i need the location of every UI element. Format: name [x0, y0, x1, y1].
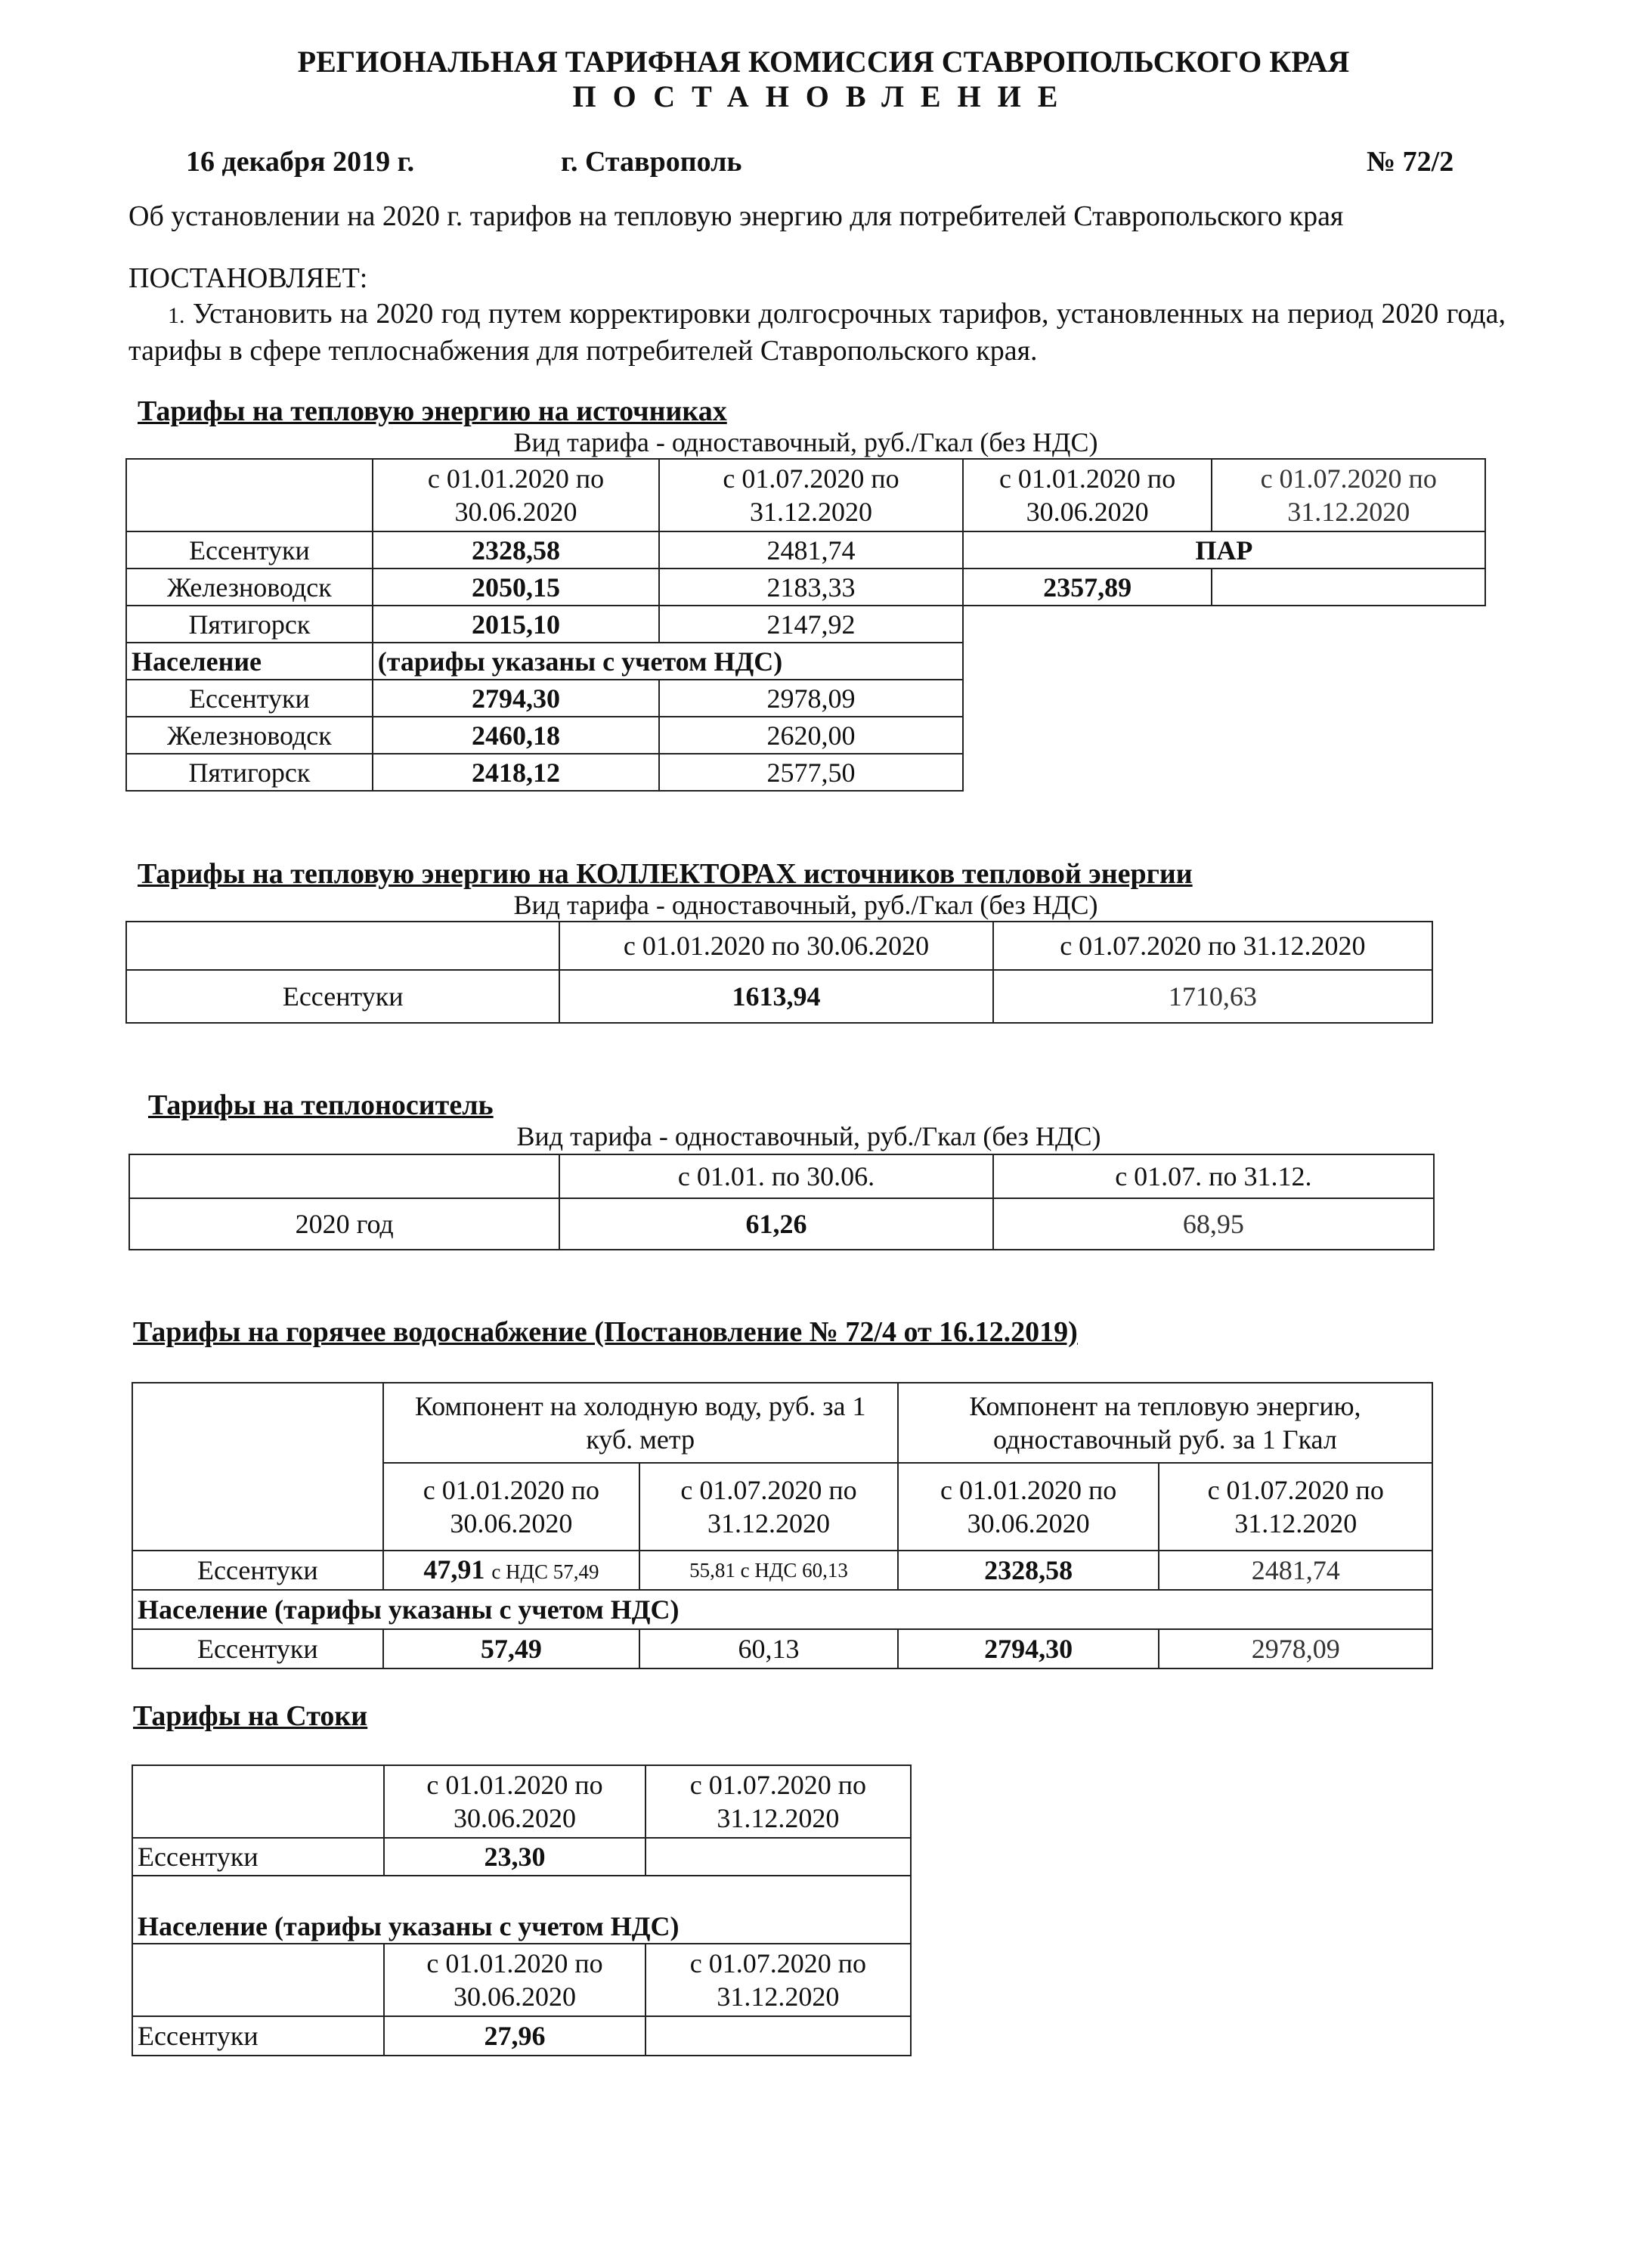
table-cell: 2978,09: [659, 680, 962, 717]
col-header: с 01.01.2020 по 30.06.2020: [384, 1765, 645, 1838]
item-1: [128, 296, 1506, 368]
row-city: Пятигорск: [126, 754, 373, 791]
table-cell: 23,30: [384, 1838, 645, 1876]
table-cell: [645, 2016, 911, 2056]
section-title-sewage: Тарифы на Стоки: [133, 1700, 368, 1732]
document-number: № 72/2: [1367, 146, 1454, 178]
table-cell: 2794,30: [898, 1629, 1159, 1668]
row-city: Железноводск: [126, 569, 373, 606]
row-city: Ессентуки: [126, 531, 373, 569]
row-city: Железноводск: [126, 717, 373, 754]
organization-title: РЕГИОНАЛЬНАЯ ТАРИФНАЯ КОМИССИЯ СТАВРОПОЛЬСКОГО КРАЯ: [297, 45, 1350, 79]
section-title-collectors: Тарифы на тепловую энергию на КОЛЛЕКТОРАХ источников тепловой энергии: [138, 858, 1193, 890]
table-cell: 2183,33: [659, 569, 962, 606]
col-header: с 01.01.2020 по 30.06.2020: [384, 1944, 645, 2016]
table-cell: 2147,92: [659, 606, 962, 643]
table-heat-carrier: [128, 1154, 1435, 1250]
row-city: Ессентуки: [126, 680, 373, 717]
section-subtitle-collectors: Вид тарифа - одноставочный, руб./Гкал (без НДС): [513, 890, 1098, 920]
col-header: с 01.01. по 30.06.: [559, 1154, 992, 1198]
table-cell: 2015,10: [373, 606, 660, 643]
table-sources: [125, 458, 1486, 792]
heat-energy-header: Компонент на тепловую энергию, одноставочный руб. за 1 Гкал: [898, 1383, 1432, 1463]
row-year: 2020 год: [129, 1198, 559, 1250]
col-header: с 01.01.2020 по 30.06.2020: [559, 922, 992, 970]
col-header: с 01.07.2020 по 31.12.2020: [645, 1765, 911, 1838]
population-label: Население (тарифы указаны с учетом НДС): [132, 1876, 911, 1944]
document-date: 16 декабря 2019 г.: [186, 146, 415, 178]
table-cell: [645, 1838, 911, 1876]
table-cell: [1212, 569, 1485, 606]
table-sewage: [132, 1765, 912, 2056]
row-city: Ессентуки: [132, 1629, 383, 1668]
table-cell: 2328,58: [898, 1551, 1159, 1590]
col-header: с 01.07.2020 по 31.12.2020: [645, 1944, 911, 2016]
table-hot-water: [132, 1382, 1433, 1669]
col-header: с 01.07. по 31.12.: [993, 1154, 1434, 1198]
table-cell: 2328,58: [373, 531, 660, 569]
population-note: (тарифы указаны с учетом НДС): [373, 643, 963, 680]
cold-water-vat-note: с НДС 57,49: [491, 1560, 599, 1583]
table-cell: 27,96: [384, 2016, 645, 2056]
table-cell: 2577,50: [659, 754, 962, 791]
col-header: с 01.01.2020 по 30.06.2020: [373, 459, 660, 531]
resolves-label: ПОСТАНОВЛЯЕТ:: [128, 262, 368, 294]
table-cell: 57,49: [383, 1629, 640, 1668]
row-city: Ессентуки: [132, 2016, 384, 2056]
table-corner: [126, 922, 559, 970]
table-cell: 2481,74: [1159, 1551, 1432, 1590]
table-cell: 2620,00: [659, 717, 962, 754]
item-1-text: Установить на 2020 год путем корректировки долгосрочных тарифов, установленных на период 2020 года, тарифы в сфере теплоснабжения для потребителей Ставропольского края.: [128, 298, 1506, 367]
table-corner: [132, 1383, 383, 1551]
table-cell: 60,13: [639, 1629, 898, 1668]
table-cell: [383, 1551, 640, 1590]
table-cell: 68,95: [993, 1198, 1434, 1250]
item-1-number: 1.: [168, 303, 185, 328]
table-collectors: [125, 921, 1433, 1024]
row-city: Ессентуки: [132, 1551, 383, 1590]
col-header: с 01.07.2020 по 31.12.2020: [1159, 1463, 1432, 1551]
document-city: г. Ставрополь: [561, 146, 742, 178]
table-corner: [132, 1765, 384, 1838]
empty-area: [963, 606, 1485, 791]
table-cell: 2460,18: [373, 717, 660, 754]
table-cell: 2418,12: [373, 754, 660, 791]
table-corner: [129, 1154, 559, 1198]
col-header: с 01.01.2020 по 30.06.2020: [963, 459, 1212, 531]
table-cell: 2050,15: [373, 569, 660, 606]
col-header: с 01.01.2020 по 30.06.2020: [898, 1463, 1159, 1551]
table-cell: 1710,63: [993, 970, 1432, 1023]
section-subtitle-sources: Вид тарифа - одноставочный, руб./Гкал (без НДС): [513, 427, 1098, 457]
table-cell: 1613,94: [559, 970, 992, 1023]
document-type: ПОСТАНОВЛЕНИЕ: [572, 79, 1075, 113]
cold-water-header: Компонент на холодную воду, руб. за 1 куб. метр: [383, 1383, 898, 1463]
table-corner: [126, 459, 373, 531]
document-subject: Об установлении на 2020 г. тарифов на тепловую энергию для потребителей Ставропольского края: [128, 200, 1344, 232]
population-label: Население: [126, 643, 373, 680]
section-subtitle-heat-carrier: Вид тарифа - одноставочный, руб./Гкал (без НДС): [516, 1121, 1101, 1151]
table-cell: 2481,74: [659, 531, 962, 569]
section-title-sources: Тарифы на тепловую энергию на источниках: [138, 395, 727, 427]
population-label: Население (тарифы указаны с учетом НДС): [132, 1590, 1432, 1629]
col-header: с 01.07.2020 по 31.12.2020: [1212, 459, 1485, 531]
table-cell: 2794,30: [373, 680, 660, 717]
table-corner: [132, 1944, 384, 2016]
col-header: с 01.07.2020 по 31.12.2020: [993, 922, 1432, 970]
col-header: с 01.07.2020 по 31.12.2020: [639, 1463, 898, 1551]
col-header: с 01.01.2020 по 30.06.2020: [383, 1463, 640, 1551]
row-city: Ессентуки: [132, 1838, 384, 1876]
table-cell: 55,81 с НДС 60,13: [639, 1551, 898, 1590]
cold-water-value: 47,91: [423, 1554, 485, 1585]
steam-header: ПАР: [963, 531, 1485, 569]
col-header: с 01.07.2020 по 31.12.2020: [659, 459, 962, 531]
table-cell: 2978,09: [1159, 1629, 1432, 1668]
section-title-heat-carrier: Тарифы на теплоноситель: [148, 1089, 494, 1121]
table-cell: 61,26: [559, 1198, 992, 1250]
table-cell: 2357,89: [963, 569, 1212, 606]
row-city: Пятигорск: [126, 606, 373, 643]
row-city: Ессентуки: [126, 970, 559, 1023]
section-title-hot-water: Тарифы на горячее водоснабжение (Постановление № 72/4 от 16.12.2019): [133, 1316, 1078, 1348]
